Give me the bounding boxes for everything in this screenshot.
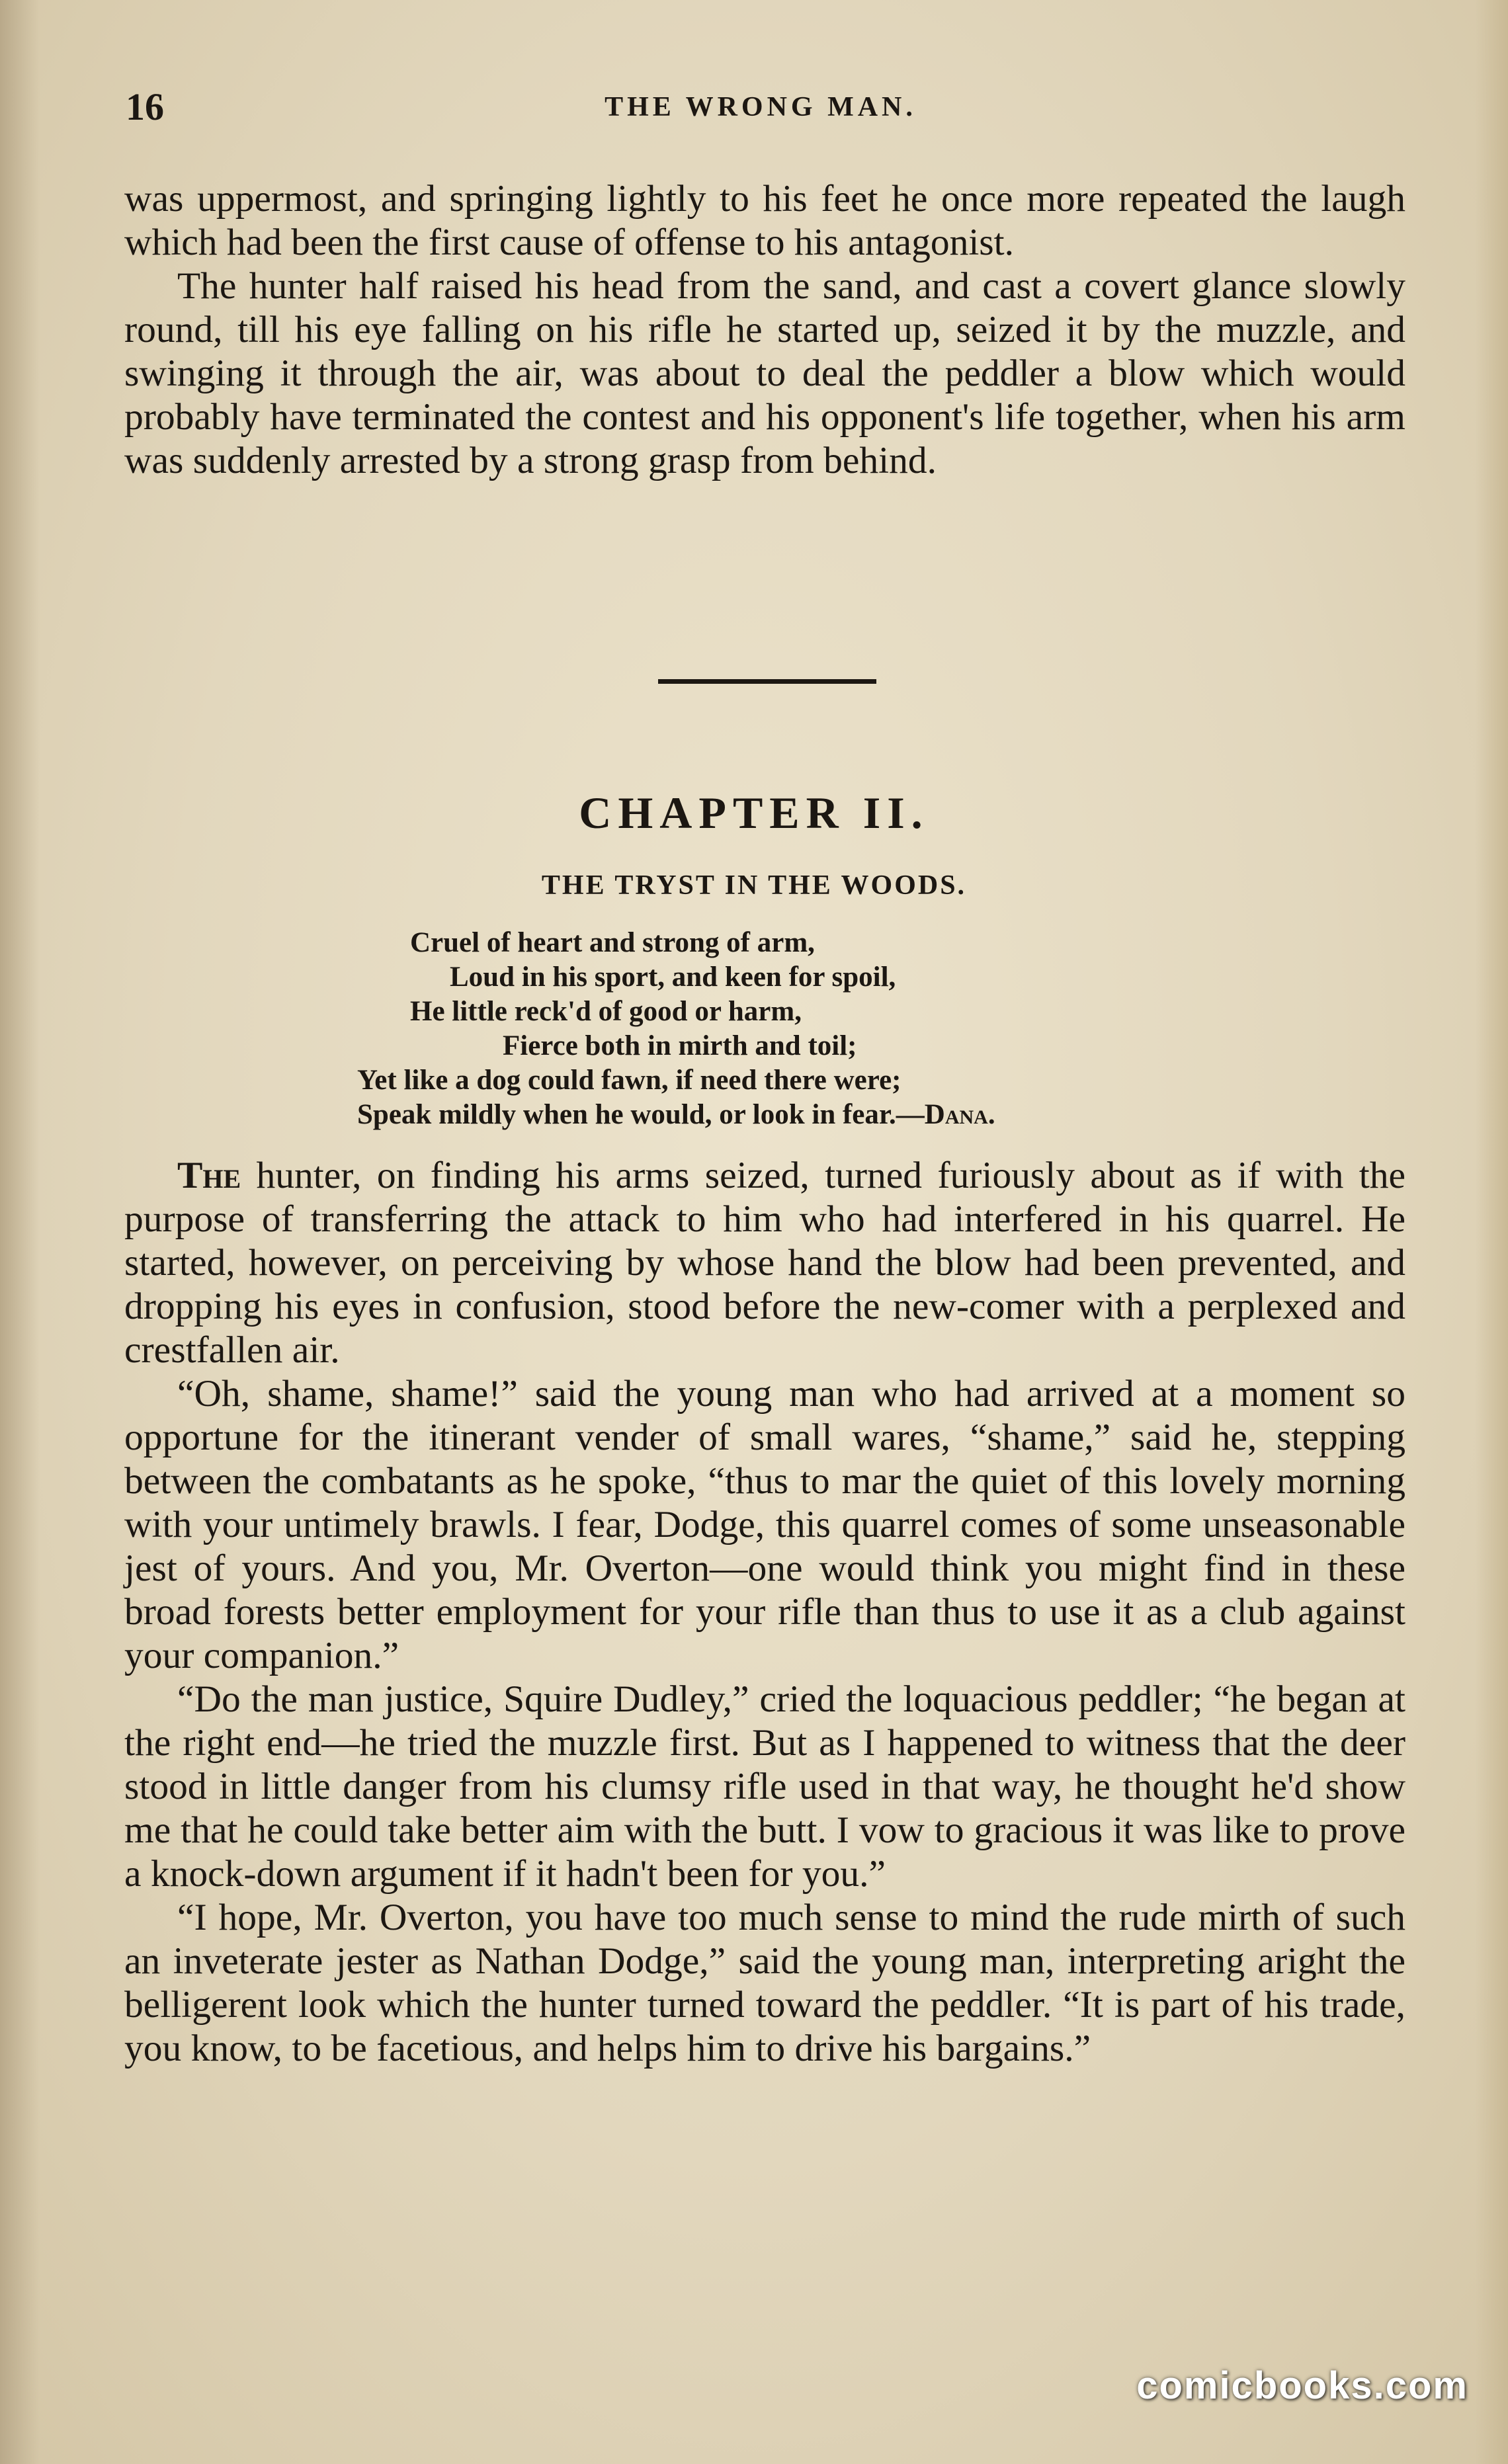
epigraph-line: He little reck'd of good or harm, xyxy=(410,996,802,1027)
running-title: THE WRONG MAN. xyxy=(605,92,917,122)
watermark: comicbooks.com xyxy=(1136,2364,1468,2407)
paragraph: “I hope, Mr. Overton, you have too much sense to mind the rude mirth of such an inveterate jester as Nathan Dodge,” said the young man, interpreting aright the belligerent look which the hunter turned toward the peddler. “It is part of his trade, you know, to be facetious, and helps him to drive his bargains.” xyxy=(124,1897,1405,2069)
paragraph xyxy=(124,1154,1405,1372)
running-head xyxy=(126,85,1396,138)
epigraph xyxy=(357,926,1362,1132)
page-number: 16 xyxy=(126,85,164,128)
page-edge-shadow-right xyxy=(1475,0,1508,2464)
lead-word: The xyxy=(177,1155,241,1196)
paragraph: The hunter half raised his head from the sand, and cast a covert glance slowly round, till his eye falling on his rifle he started up, seized it by the muzzle, and swinging it through the air, was about to deal the peddler a blow which would probably have terminated the contest and his opponent's life together, when his arm was suddenly arrested by a strong grasp from behind. xyxy=(124,265,1405,481)
chapter-heading: CHAPTER II. xyxy=(579,788,929,838)
paragraph: “Do the man justice, Squire Dudley,” cried the loquacious peddler; “he began at the right end—he tried the muzzle first. But as I happened to witness that the deer stood in little danger from his clumsy rifle used in that way, he thought he'd show me that he could take better aim with the butt. I vow to gracious it was like to prove a knock-down argument if it hadn't been for you.” xyxy=(124,1678,1405,1895)
chapter-subtitle: THE TRYST IN THE WOODS. xyxy=(541,870,967,901)
epigraph-last-line xyxy=(357,1098,1362,1132)
section-divider-rule xyxy=(658,679,876,684)
paragraph: was uppermost, and springing lightly to his feet he once more repeated the laugh which had been the first cause of offense to his antagonist. xyxy=(124,178,1405,263)
epigraph-line: Yet like a dog could fawn, if need there were; xyxy=(357,1065,901,1096)
epigraph-line: Speak mildly when he would, or look in fear.— xyxy=(357,1099,925,1130)
paragraph: “Oh, shame, shame!” said the young man who had arrived at a moment so opportune for the itinerant vender of small wares, “shame,” said he, stepping between the combatants as he spoke, “thus to mar the quiet of this lovely morning with your untimely brawls. I fear, Dodge, this quarrel comes of some unseasonable jest of yours. And you, Mr. Overton—one would think you might find in these broad forests better employment for your rifle than thus to use it as a club against your companion.” xyxy=(124,1373,1405,1676)
paragraph-text: hunter, on finding his arms seized, turned furiously about as if with the purpose of transferring the attack to him who had interfered in his quarrel. He started, however, on perceiving by whose hand the blow had been prevented, and dropping his eyes in confusion, stood before the new-comer with a perplexed and crestfallen air. xyxy=(124,1155,1405,1371)
epigraph-line: Fierce both in mirth and toil; xyxy=(503,1030,857,1061)
epigraph-attribution: Dana. xyxy=(924,1099,995,1130)
page-edge-shadow-left xyxy=(0,0,40,2464)
epigraph-line: Loud in his sport, and keen for spoil, xyxy=(450,962,896,993)
chapter-text xyxy=(124,1154,1405,2071)
epigraph-line: Cruel of heart and strong of arm, xyxy=(410,927,815,958)
opening-text xyxy=(124,177,1405,483)
